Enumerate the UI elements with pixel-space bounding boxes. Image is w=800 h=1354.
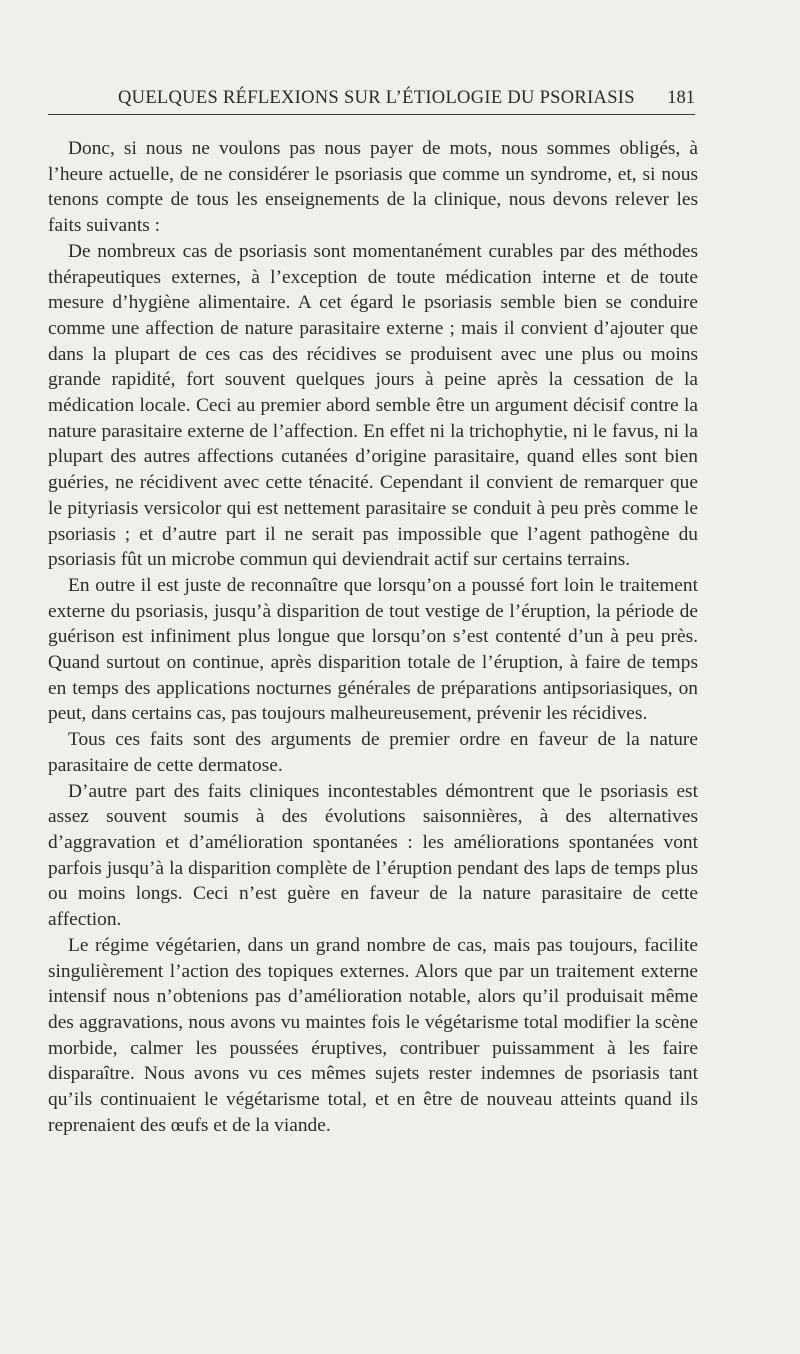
paragraph: Tous ces faits sont des arguments de premier ordre en faveur de la nature parasitaire de cette dermatose. <box>48 729 698 776</box>
body-text <box>48 136 698 1138</box>
paragraph: De nombreux cas de psoriasis sont momentanément curables par des méthodes thérapeutiques externes, à l’exception de toute médication interne et de toute mesure d’hygiène alimentaire. A cet égard le psoriasis semble bien se conduire comme une affection de nature parasitaire externe ; mais il convient d’ajouter que dans la plupart de ces cas des récidives se produisent avec une plus ou moins grande rapidité, fort souvent quelques jours à peine après la cessation de la médication locale. Ceci au premier abord semble être un argument décisif contre la nature parasitaire externe de l’affection. En effet ni la trichophytie, ni le favus, ni la plupart des autres affections cutanées d’origine parasitaire, quand elles sont bien guéries, ne récidivent avec cette ténacité. Cependant il convient de remarquer que le pityriasis versicolor qui est nettement parasitaire se conduit à peu près comme le psoriasis ; et d’autre part il ne serait pas impossible que l’agent pathogène du psoriasis fût un microbe commun qui deviendrait actif sur certains terrains. <box>48 240 698 571</box>
running-title: QUELQUES RÉFLEXIONS SUR L’ÉTIOLOGIE DU PSORIASIS <box>118 88 635 108</box>
paragraph: D’autre part des faits cliniques incontestables démontrent que le psoriasis est assez souvent soumis à des évolutions saisonnières, à des alternatives d’aggravation et d’amélioration spontanées : les améliorations spontanées vont parfois jusqu’à la disparition complète de l’éruption pendant des laps de temps plus ou moins longs. Ceci n’est guère en faveur de la nature parasitaire de cette affection. <box>48 780 698 931</box>
paragraph: Donc, si nous ne voulons pas nous payer de mots, nous sommes obligés, à l’heure actuelle, de ne considérer le psoriasis que comme un syndrome, et, si nous tenons compte de tous les enseignements de la clinique, nous devons relever les faits suivants : <box>48 138 698 237</box>
running-header <box>48 88 695 115</box>
paragraph: Le régime végétarien, dans un grand nombre de cas, mais pas toujours, facilite singulièrement l’action des topiques externes. Alors que par un traitement externe intensif nous n’obtenions pas d’amélioration notable, alors qu’il produisait même des aggravations, nous avons vu maintes fois le végétarisme total modifier la scène morbide, calmer les poussées éruptives, contribuer puissamment à les faire disparaître. Nous avons vu ces mêmes sujets rester indemnes de psoriasis tant qu’ils continuaient le végétarisme total, et en être de nouveau atteints quand ils reprenaient des œufs et de la viande. <box>48 934 698 1136</box>
page-number: 181 <box>667 88 695 108</box>
paragraph: En outre il est juste de reconnaître que lorsqu’on a poussé fort loin le traitement externe du psoriasis, jusqu’à disparition de tout vestige de l’éruption, la période de guérison est infiniment plus longue que lorsqu’on s’est contenté d’un à peu près. Quand surtout on continue, après disparition totale de l’éruption, à faire de temps en temps des applications nocturnes générales de préparations antipsoriasiques, on peut, dans certains cas, pas toujours malheureusement, prévenir les récidives. <box>48 574 698 725</box>
